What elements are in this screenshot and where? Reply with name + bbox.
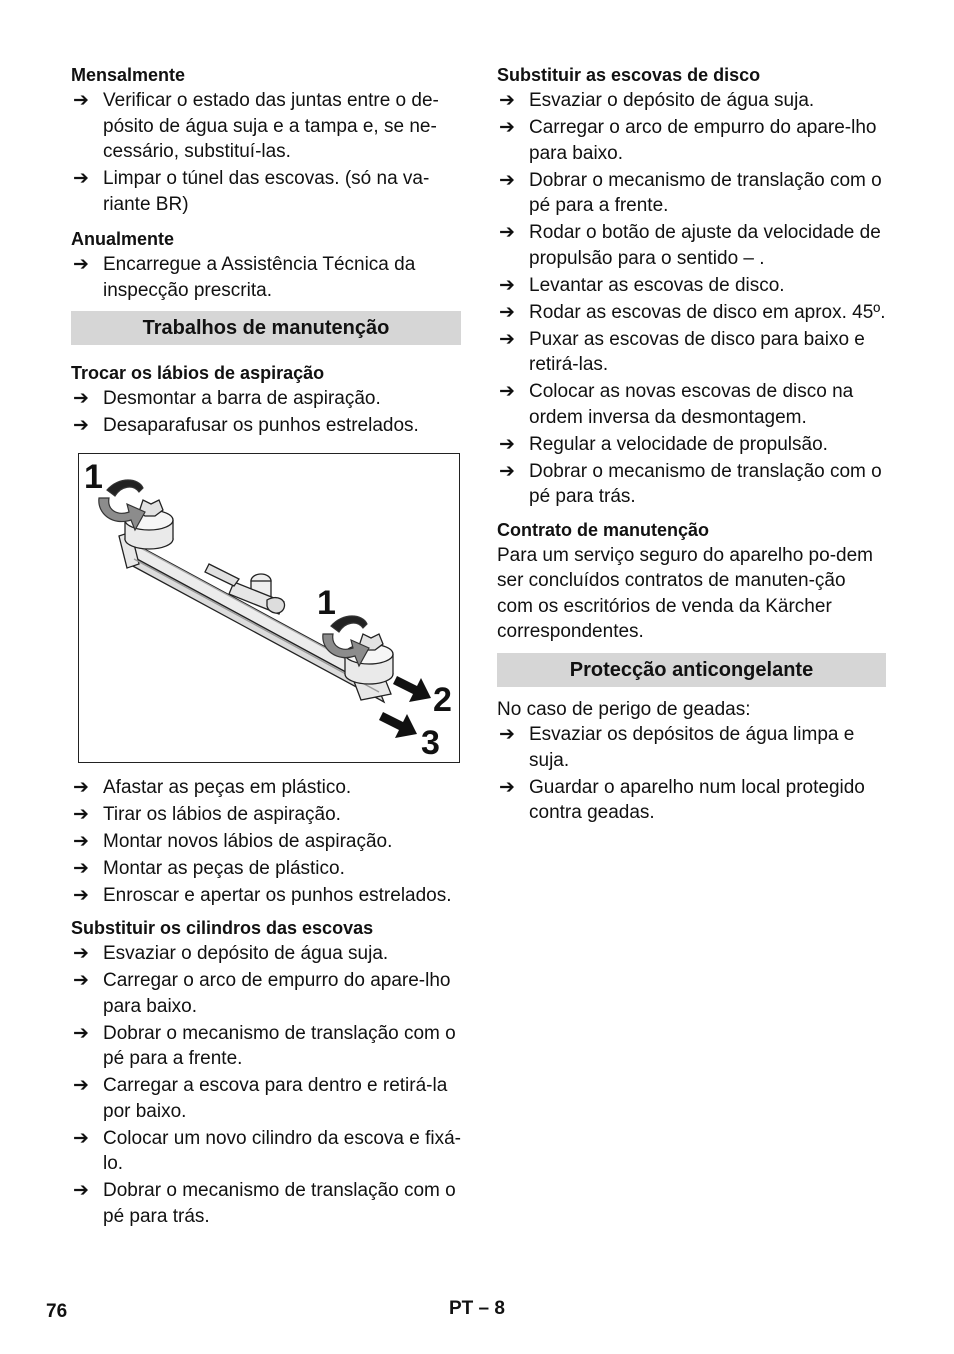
step-text: Esvaziar o depósito de água suja. — [103, 943, 389, 964]
arrow-right-icon: ➔ — [499, 433, 515, 455]
monthly-steps — [71, 88, 461, 217]
step-item — [71, 829, 461, 855]
suction-lips-steps-after — [71, 775, 461, 909]
section-bar-maintenance: Trabalhos de manutenção — [71, 311, 461, 345]
arrow-right-icon: ➔ — [499, 776, 515, 798]
frost-intro: No caso de perigo de geadas: — [497, 698, 751, 720]
arrow-right-icon: ➔ — [499, 117, 515, 138]
step-item — [71, 166, 461, 217]
figure-label-1a: 1 — [84, 457, 103, 496]
brush-rollers-steps — [71, 941, 461, 1229]
step-text: Dobrar o mecanismo de translação com o pé para a frente. — [103, 1022, 456, 1069]
arrow-right-icon: ➔ — [73, 90, 89, 111]
step-text: Tirar os lábios de aspiração. — [103, 803, 341, 825]
step-text: Afastar as peças em plástico. — [103, 776, 352, 798]
step-text: Dobrar o mecanismo de translação com o pé para a frente. — [529, 169, 882, 216]
heading-brush-rollers: Substituir os cilindros das escovas — [71, 918, 374, 938]
arrow-right-icon: ➔ — [73, 1180, 89, 1201]
arrow-right-icon: ➔ — [499, 328, 515, 350]
step-item — [71, 1073, 461, 1124]
arrow-right-icon: ➔ — [73, 1075, 89, 1096]
step-text: Carregar o arco de empurro do apare-lho para baixo. — [529, 117, 877, 164]
arrow-right-icon: ➔ — [499, 460, 515, 482]
contract-text: Para um serviço seguro do aparelho po-dem ser concluídos contratos de manuten-ção com os escritórios de venda da Kärcher correspondentes. — [497, 544, 873, 642]
arrow-right-icon: ➔ — [73, 776, 89, 798]
arrow-right-icon: ➔ — [73, 168, 89, 189]
left-column — [71, 63, 461, 1231]
step-text: Rodar as escovas de disco em aprox. 45º. — [529, 301, 886, 323]
step-item — [497, 115, 886, 166]
step-text: Verificar o estado das juntas entre o de-pósito de água suja e a tampa e, se ne-cessário, substituí-las. — [103, 90, 439, 162]
page-number: 76 — [46, 1301, 68, 1322]
step-item — [497, 273, 886, 299]
arrow-right-icon: ➔ — [73, 1127, 89, 1149]
step-item — [497, 775, 886, 826]
arrow-right-icon: ➔ — [73, 884, 89, 906]
right-column — [497, 63, 886, 828]
arrow-right-icon: ➔ — [499, 724, 515, 745]
step-item — [71, 88, 461, 165]
step-item — [497, 220, 886, 271]
arrow-right-icon: ➔ — [73, 1022, 89, 1044]
step-item — [497, 459, 886, 510]
step-text: Guardar o aparelho num local protegido contra geadas. — [529, 776, 865, 823]
figure-label-3: 3 — [421, 723, 440, 762]
step-item — [71, 968, 461, 1019]
step-text: Limpar o túnel das escovas. (só na va-riante BR) — [103, 168, 430, 215]
step-item — [71, 802, 461, 828]
arrow-right-icon: ➔ — [499, 90, 515, 111]
step-item — [71, 413, 461, 439]
step-item — [71, 856, 461, 882]
step-item — [497, 379, 886, 430]
step-text: Puxar as escovas de disco para baixo e retirá-las. — [529, 328, 865, 375]
step-item — [71, 1178, 461, 1229]
suction-bar-illustration — [79, 454, 459, 762]
step-text: Colocar as novas escovas de disco na ordem inversa da desmontagem. — [529, 381, 854, 428]
figure-label-1b: 1 — [317, 583, 336, 622]
heading-contract: Contrato de manutenção — [497, 519, 710, 540]
step-item — [497, 300, 886, 326]
heading-suction-lips: Trocar os lábios de aspiração — [71, 363, 325, 383]
yearly-steps — [71, 252, 461, 303]
step-text: Esvaziar os depósitos de água limpa e suja. — [529, 724, 855, 771]
step-text: Rodar o botão de ajuste da velocidade de propulsão para o sentido – . — [529, 222, 881, 269]
heading-yearly: Anualmente — [71, 229, 175, 249]
frost-steps — [497, 722, 886, 826]
step-text: Dobrar o mecanismo de translação com o pé para trás. — [529, 460, 882, 507]
arrow-right-icon: ➔ — [73, 943, 89, 964]
step-text: Regular a velocidade de propulsão. — [529, 433, 828, 455]
heading-disc-brushes: Substituir as escovas de disco — [497, 65, 761, 85]
arrow-right-icon: ➔ — [73, 830, 89, 852]
step-item — [71, 775, 461, 801]
step-item — [497, 722, 886, 773]
step-item — [497, 432, 886, 458]
step-text: Levantar as escovas de disco. — [529, 274, 785, 296]
arrow-right-icon: ➔ — [499, 222, 515, 243]
arrow-right-icon: ➔ — [73, 388, 89, 409]
step-text: Encarregue a Assistência Técnica da inspecção prescrita. — [103, 254, 416, 301]
arrow-right-icon: ➔ — [499, 274, 515, 296]
step-item — [497, 168, 886, 219]
footer-language-page: PT – 8 — [449, 1298, 505, 1319]
step-text: Desmontar a barra de aspiração. — [103, 388, 381, 409]
arrow-right-icon: ➔ — [73, 970, 89, 991]
step-text: Esvaziar o depósito de água suja. — [529, 90, 815, 111]
suction-bar-figure — [78, 453, 460, 763]
step-item — [497, 88, 886, 114]
step-text: Dobrar o mecanismo de translação com o pé para trás. — [103, 1180, 456, 1227]
step-item — [497, 327, 886, 378]
figure-label-2: 2 — [433, 680, 452, 719]
step-text: Colocar um novo cilindro da escova e fixá-lo. — [103, 1127, 462, 1174]
step-item — [71, 1021, 461, 1072]
step-text: Montar novos lábios de aspiração. — [103, 830, 393, 852]
step-item — [71, 883, 461, 909]
step-item — [71, 941, 461, 967]
step-text: Desaparafusar os punhos estrelados. — [103, 415, 419, 436]
arrow-right-icon: ➔ — [499, 301, 515, 323]
step-text: Montar as peças de plástico. — [103, 857, 345, 879]
arrow-right-icon: ➔ — [73, 254, 89, 275]
step-text: Carregar o arco de empurro do apare-lho para baixo. — [103, 970, 451, 1017]
arrow-right-icon: ➔ — [73, 803, 89, 825]
arrow-right-icon: ➔ — [73, 415, 89, 436]
step-item — [71, 1126, 461, 1177]
step-item — [71, 386, 461, 412]
step-text: Enroscar e apertar os punhos estrelados. — [103, 884, 452, 906]
arrow-right-icon: ➔ — [499, 169, 515, 191]
step-item — [71, 252, 461, 303]
disc-brushes-steps — [497, 88, 886, 510]
section-bar-frost: Protecção anticongelante — [497, 653, 886, 687]
arrow-right-icon: ➔ — [73, 857, 89, 879]
step-text: Carregar a escova para dentro e retirá-la por baixo. — [103, 1075, 448, 1122]
arrow-right-icon: ➔ — [499, 381, 515, 402]
suction-lips-steps-before — [71, 386, 461, 439]
heading-monthly: Mensalmente — [71, 65, 186, 85]
